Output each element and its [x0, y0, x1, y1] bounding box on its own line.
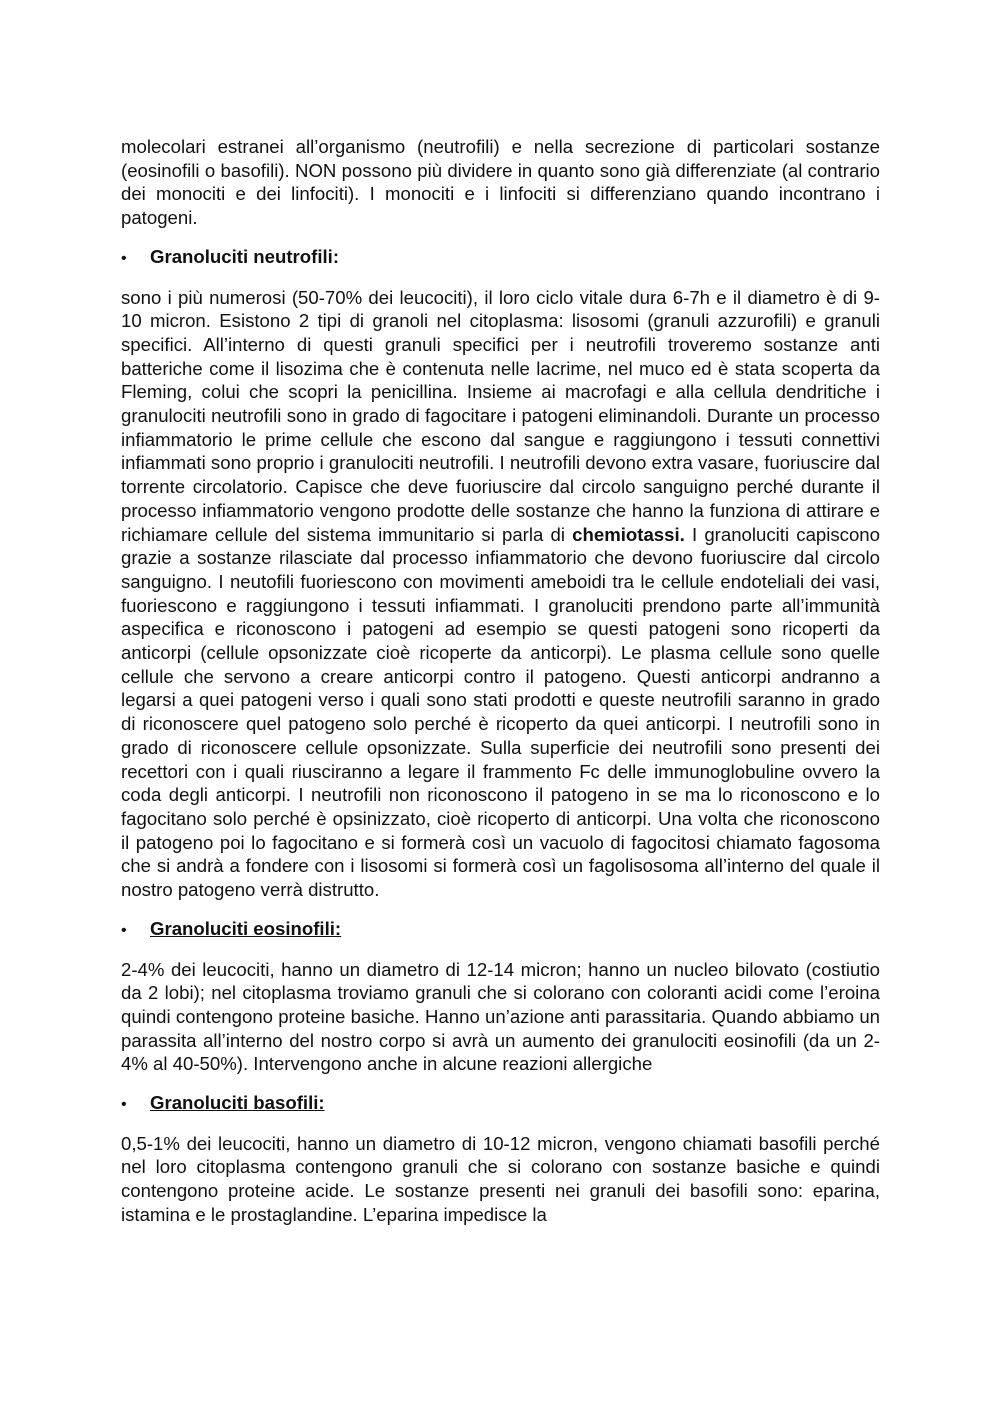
bullet-marker: • — [121, 921, 127, 939]
heading-neutrofili — [121, 245, 880, 271]
bullet-marker: • — [121, 249, 127, 267]
heading-basofili — [121, 1091, 880, 1117]
heading-eosinofili-label: Granoluciti eosinofili: — [150, 917, 342, 939]
heading-eosinofili — [121, 917, 880, 943]
heading-neutrofili-label: Granoluciti neutrofili: — [150, 245, 340, 267]
bullet-marker: • — [121, 1096, 127, 1114]
heading-basofili-label: Granoluciti basofili: — [150, 1092, 325, 1114]
paragraph-basofili: 0,5-1% dei leucociti, hanno un diametro di 10-12 micron, vengono chiamati basofili perché nel loro citoplasma contengono granuli che si colorano con sostanze basiche e quindi contengono proteine acide. Le sostanze presenti nei granuli dei basofili sono: eparina, istamina e le prostaglandine. L’eparina impedisce la — [121, 1132, 880, 1225]
term-chemiotassi: chemiotassi. — [572, 523, 685, 545]
intro-paragraph: molecolari estranei all’organismo (neutrofili) e nella secrezione di particolari sostanze (eosinofili o basofili). NON possono più dividere in quanto sono già differenziate (al contrario dei monociti e dei linfociti). I monociti e i linfociti si differenziano quando incontrano i patogeni. — [121, 136, 880, 229]
paragraph-neutrofili — [121, 286, 880, 902]
neutrofili-text-part-2: I granoluciti capiscono grazie a sostanze rilasciate dal processo infiammatorio che devono fuoriuscire dal circolo sanguigno. I neutofili fuoriescono con movimenti ameboidi tra le cellule endoteliali dei vasi, fuoriescono e raggiungono i tessuti infiammati. I granoluciti prendono parte all’immunità aspecifica e riconoscono i patogeni ad esempio se questi patogeni sono ricoperti da anticorpi (cellule opsonizzate cioè ricoperte da anticorpi). Le plasma cellule sono quelle cellule che servono a creare anticorpi contro il patogeno. Questi anticorpi andranno a legarsi a quei patogeni verso i quali sono stati prodotti e queste neutrofili saranno in grado di riconoscere quel patogeno solo perché è ricoperto da quei anticorpi. I neutrofili sono in grado di riconoscere cellule opsonizzate. Sulla superficie dei neutrofili sono presenti dei recettori con i quali riusciranno a legare il frammento Fc delle immunoglobuline ovvero la coda degli anticorpi. I neutrofili non riconoscono il patogeno in se ma lo riconoscono e lo fagocitano solo perché è opsinizzato, cioè ricoperto di anticorpi. Una volta che riconoscono il patogeno poi lo fagocitano e si formerà così un vacuolo di fagocitosi chiamato fagosoma che si andrà a fondere con i lisosomi si formerà così un fagolisosoma all’interno del quale il nostro patogeno verrà distrutto. — [121, 523, 880, 901]
paragraph-eosinofili: 2-4% dei leucociti, hanno un diametro di 12-14 micron; hanno un nucleo bilovato (costiutio da 2 lobi); nel citoplasma troviamo granuli che si colorano con coloranti acidi come l’eroina quindi contengono proteine basiche. Hanno un’azione anti parassitaria. Quando abbiamo un parassita all’interno del nostro corpo si avrà un aumento dei granulociti eosinofili (da un 2-4% al 40-50%). Intervengono anche in alcune reazioni allergiche — [121, 958, 880, 1075]
neutrofili-text-part-1: sono i più numerosi (50-70% dei leucociti), il loro ciclo vitale dura 6-7h e il diametro è di 9-10 micron. Esistono 2 tipi di granoli nel citoplasma: lisosomi (granuli azzurofili) e granuli specifici. All’interno di questi granuli specifici per i neutrofili troveremo sostanze anti batteriche come il lisozima che è contenuta nelle lacrime, nel muco ed è stata scoperta da Fleming, colui che scopri la penicillina. Insieme ai macrofagi e alla cellula dendritiche i granulociti neutrofili sono in grado di fagocitare i patogeni eliminandoli. Durante un processo infiammatorio le prime cellule che escono dal sangue e raggiungono i tessuti connettivi infiammati sono proprio i granulociti neutrofili. I neutrofili devono extra vasare, fuoriuscire dal torrente circolatorio. Capisce che deve fuoriuscire dal circolo sanguigno perché durante il processo infiammatorio vengono prodotte delle sostanze che hanno la funziona di attirare e richiamare cellule del sistema immunitario si parla di — [121, 286, 880, 545]
